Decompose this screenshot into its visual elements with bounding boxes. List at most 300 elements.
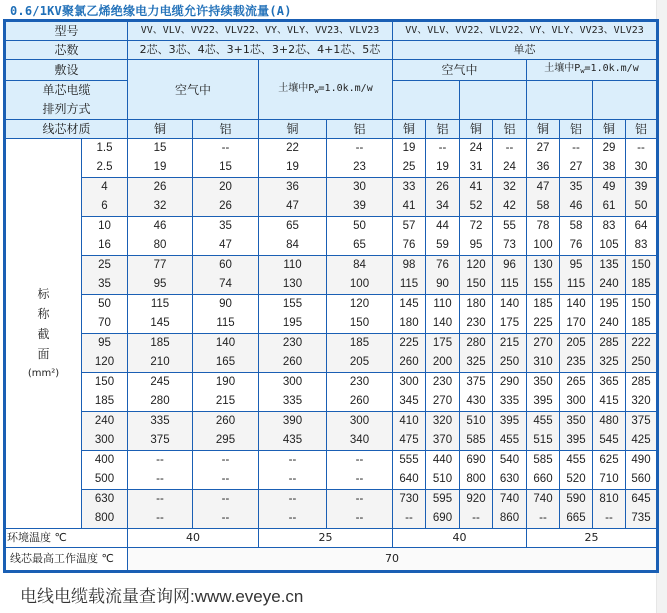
ampacity-value: 440	[432, 454, 453, 466]
ampacity-value: 490	[631, 454, 651, 466]
ampacity-cell	[393, 451, 426, 490]
ampacity-value: 52	[469, 200, 483, 212]
ampacity-value: 260	[399, 356, 419, 368]
ampacity-value: 26	[436, 181, 449, 193]
table-row	[5, 451, 658, 490]
ampacity-value: 36	[286, 181, 299, 193]
ampacity-value: --	[156, 454, 164, 466]
ampacity-value: --	[505, 142, 514, 154]
ampacity-value: 145	[399, 298, 419, 310]
cross-section-value: 800	[94, 512, 115, 524]
ampacity-value: 185	[533, 298, 553, 310]
ampacity-value: 90	[436, 278, 449, 290]
ampacity-value: 145	[150, 317, 170, 329]
ampacity-value: 105	[599, 239, 619, 251]
table-row	[5, 256, 658, 295]
ampacity-value: --	[539, 512, 547, 524]
cross-section-value: 50	[98, 298, 111, 310]
ampacity-value: 285	[631, 376, 651, 388]
soil-suffix: =1.0k.m/w	[318, 82, 373, 94]
ampacity-cell	[593, 334, 626, 373]
ampacity-value: 155	[282, 298, 303, 310]
ampacity-value: 425	[631, 434, 651, 446]
ampacity-cell	[460, 178, 493, 217]
ampacity-value: --	[405, 512, 413, 524]
table-row	[5, 373, 658, 412]
ampacity-value: 260	[349, 395, 370, 407]
ampacity-value: 46	[569, 200, 583, 212]
ampacity-value: 195	[282, 317, 303, 329]
ampacity-cell	[527, 373, 560, 412]
ampacity-value: 215	[499, 337, 520, 349]
ampacity-value: 300	[566, 395, 586, 407]
ampacity-cell	[327, 217, 393, 256]
ampacity-value: 640	[399, 473, 419, 485]
ampacity-value: 590	[566, 493, 586, 505]
ampacity-value: 46	[153, 220, 167, 232]
material-aluminum: 铝	[327, 120, 393, 139]
cross-section-cell	[82, 295, 128, 334]
ampacity-value: 96	[503, 259, 516, 271]
ampacity-value: 335	[499, 395, 520, 407]
ampacity-value: 540	[499, 454, 520, 466]
ampacity-cell	[327, 451, 393, 490]
ampacity-cell	[593, 256, 626, 295]
ampacity-cell	[493, 178, 527, 217]
ampacity-value: 39	[353, 200, 366, 212]
ampacity-cell	[259, 178, 327, 217]
ampacity-cell	[327, 256, 393, 295]
ampacity-value: 47	[536, 181, 550, 193]
table-row	[5, 334, 658, 373]
ampacity-value: 222	[631, 337, 651, 349]
ampacity-cell	[527, 139, 560, 178]
ampacity-value: --	[472, 512, 480, 524]
ampacity-value: 31	[469, 161, 483, 173]
ampacity-cell	[460, 373, 493, 412]
section-label-char: 截	[37, 326, 50, 341]
cross-section-value: 10	[98, 220, 111, 232]
ampacity-value: 30	[634, 161, 648, 173]
ampacity-cell	[626, 412, 658, 451]
ampacity-cell	[393, 412, 426, 451]
ampacity-value: 165	[215, 356, 236, 368]
ampacity-value: --	[355, 142, 364, 154]
ampacity-cell	[460, 334, 493, 373]
ampacity-value: 230	[282, 337, 303, 349]
ampacity-value: 30	[353, 181, 366, 193]
ampacity-value: 15	[153, 142, 167, 154]
ampacity-value: 100	[533, 239, 553, 251]
single-soil-header	[527, 60, 658, 81]
ampacity-value: 510	[466, 415, 486, 427]
ampacity-value: --	[221, 454, 230, 466]
ampacity-value: 65	[353, 239, 366, 251]
ampacity-value: 22	[286, 142, 299, 154]
cross-section-cell	[82, 139, 128, 178]
ampacity-value: --	[156, 473, 164, 485]
arrangement-cell	[393, 81, 460, 120]
ampacity-cell	[128, 139, 193, 178]
material-copper: 铜	[259, 120, 327, 139]
ampacity-value: 155	[533, 278, 553, 290]
arrangement-label-line1: 单芯电缆	[42, 83, 91, 97]
ampacity-value: 455	[499, 434, 520, 446]
ampacity-cell	[493, 217, 527, 256]
ampacity-value: 19	[286, 161, 299, 173]
ampacity-value: 135	[599, 259, 619, 271]
table-row	[5, 139, 658, 178]
ampacity-value: 115	[566, 278, 586, 290]
ampacity-value: 72	[469, 220, 483, 232]
ampacity-value: 180	[399, 317, 419, 329]
ampacity-value: 170	[566, 317, 586, 329]
ampacity-value: 350	[533, 376, 553, 388]
ampacity-value: 410	[399, 415, 419, 427]
ampacity-cell	[327, 373, 393, 412]
ampacity-value: 190	[215, 376, 236, 388]
cross-section-cell	[82, 334, 128, 373]
ampacity-value: 115	[500, 278, 519, 290]
ampacity-cell	[493, 412, 527, 451]
ampacity-value: --	[156, 493, 164, 505]
ampacity-cell	[460, 412, 493, 451]
table-row	[5, 490, 658, 529]
material-copper: 铜	[527, 120, 560, 139]
ampacity-value: 61	[602, 200, 616, 212]
ampacity-cell	[193, 295, 259, 334]
cross-section-value: 16	[98, 239, 111, 251]
ampacity-cell	[560, 217, 593, 256]
ampacity-value: 395	[533, 395, 553, 407]
ampacity-value: 375	[150, 434, 170, 446]
ampacity-value: 730	[399, 493, 419, 505]
ampacity-value: 58	[569, 220, 583, 232]
ampacity-cell	[393, 295, 426, 334]
ampacity-cell	[527, 412, 560, 451]
arrangement-label	[5, 81, 128, 120]
ampacity-cell	[393, 139, 426, 178]
ampacity-value: 27	[536, 142, 550, 154]
material-aluminum: 铝	[193, 120, 259, 139]
ampacity-value: 115	[399, 278, 419, 290]
ampacity-value: 25	[402, 161, 416, 173]
ampacity-value: 280	[150, 395, 170, 407]
cross-section-value: 35	[98, 278, 111, 290]
ampacity-value: 74	[219, 278, 232, 290]
ampacity-cell	[626, 334, 658, 373]
cross-section-cell	[82, 373, 128, 412]
ampacity-data-body	[5, 139, 658, 529]
ampacity-value: 300	[282, 376, 303, 388]
ampacity-value: 210	[150, 356, 170, 368]
ampacity-value: 36	[536, 161, 550, 173]
ampacity-value: 140	[215, 337, 236, 349]
ampacity-value: 140	[566, 298, 586, 310]
ampacity-cell	[560, 256, 593, 295]
ampacity-value: 395	[499, 415, 520, 427]
ampacity-cell	[259, 451, 327, 490]
table-row	[5, 295, 658, 334]
ampacity-cell	[327, 490, 393, 529]
ampacity-value: 430	[466, 395, 486, 407]
ambient-temp-value: 25	[259, 529, 393, 548]
ampacity-value: 65	[286, 220, 299, 232]
ampacity-cell	[426, 412, 460, 451]
cross-section-cell	[82, 451, 128, 490]
ampacity-value: 35	[219, 220, 232, 232]
ampacity-cell	[128, 334, 193, 373]
ampacity-value: 35	[569, 181, 583, 193]
ampacity-value: 55	[503, 220, 516, 232]
ampacity-value: 19	[153, 161, 167, 173]
ampacity-cell	[560, 334, 593, 373]
cross-section-value: 185	[94, 395, 115, 407]
cores-multi: 2芯、3芯、4芯、3+1芯、3+2芯、4+1芯、5芯	[128, 41, 393, 60]
material-aluminum: 铝	[626, 120, 658, 139]
ampacity-value: 250	[499, 356, 520, 368]
ampacity-cell	[327, 139, 393, 178]
ampacity-cell	[593, 490, 626, 529]
ampacity-value: 545	[599, 434, 619, 446]
cores-single: 单芯	[393, 41, 658, 60]
ampacity-cell	[527, 256, 560, 295]
ampacity-value: 585	[533, 454, 553, 466]
ampacity-cell	[128, 412, 193, 451]
ampacity-cell	[460, 490, 493, 529]
material-copper: 铜	[128, 120, 193, 139]
ampacity-value: 60	[219, 259, 232, 271]
ampacity-value: 19	[436, 161, 449, 173]
ampacity-value: 76	[436, 259, 449, 271]
ampacity-value: 39	[634, 181, 648, 193]
ampacity-value: 27	[569, 161, 583, 173]
ampacity-value: 310	[533, 356, 553, 368]
ampacity-value: --	[221, 493, 230, 505]
ampacity-value: 42	[503, 200, 516, 212]
ampacity-value: 340	[349, 434, 370, 446]
ampacity-cell	[527, 334, 560, 373]
ampacity-value: 150	[631, 298, 651, 310]
ampacity-cell	[593, 295, 626, 334]
ampacity-value: 215	[215, 395, 236, 407]
material-aluminum: 铝	[560, 120, 593, 139]
ampacity-cell	[128, 295, 193, 334]
ampacity-cell	[193, 178, 259, 217]
material-aluminum: 铝	[493, 120, 527, 139]
ampacity-value: 245	[150, 376, 170, 388]
ampacity-cell	[426, 295, 460, 334]
ampacity-value: 630	[499, 473, 520, 485]
ampacity-value: 80	[153, 239, 167, 251]
ampacity-value: 83	[602, 220, 616, 232]
material-aluminum: 铝	[426, 120, 460, 139]
ampacity-cell	[327, 178, 393, 217]
ampacity-value: --	[355, 473, 364, 485]
ampacity-value: 595	[432, 493, 453, 505]
cross-section-value: 2.5	[96, 161, 113, 173]
ampacity-value: --	[605, 512, 613, 524]
ampacity-cell	[259, 295, 327, 334]
ampacity-value: 84	[353, 259, 366, 271]
ampacity-value: 32	[153, 200, 167, 212]
ampacity-cell	[128, 451, 193, 490]
ampacity-value: 665	[566, 512, 586, 524]
cross-section-value: 240	[94, 415, 115, 427]
soil-subscript: w	[580, 67, 585, 75]
ampacity-value: 130	[533, 259, 553, 271]
model-label: 型号	[5, 21, 128, 41]
ampacity-cell	[327, 334, 393, 373]
site-caption: 电线电缆载流量查询网:www.eveye.cn	[20, 587, 304, 606]
ampacity-value: 140	[499, 298, 520, 310]
ampacity-cell	[560, 295, 593, 334]
ampacity-value: 185	[631, 278, 651, 290]
section-unit: (mm²)	[27, 367, 60, 379]
ampacity-value: 555	[399, 454, 419, 466]
ampacity-cell	[493, 373, 527, 412]
cross-section-cell	[82, 217, 128, 256]
ampacity-value: 300	[349, 415, 370, 427]
ampacity-cell	[393, 217, 426, 256]
model-multi-core: VV、VLV、VV22、VLV22、VY、VLY、VV23、VLV23	[128, 21, 393, 41]
ampacity-value: 810	[599, 493, 619, 505]
ampacity-value: 33	[402, 181, 416, 193]
ampacity-cell	[393, 373, 426, 412]
arrangement-cell	[527, 81, 593, 120]
ampacity-value: 98	[402, 259, 416, 271]
table-row	[5, 412, 658, 451]
ampacity-value: --	[156, 512, 164, 524]
ampacity-value: 205	[349, 356, 370, 368]
ampacity-value: 345	[399, 395, 419, 407]
ampacity-cell	[560, 490, 593, 529]
ampacity-value: 435	[282, 434, 303, 446]
cross-section-cell	[82, 256, 128, 295]
ampacity-cell	[626, 373, 658, 412]
ampacity-cell	[426, 139, 460, 178]
ampacity-cell	[493, 334, 527, 373]
ampacity-value: 690	[432, 512, 453, 524]
ampacity-value: --	[288, 493, 297, 505]
ampacity-cell	[626, 295, 658, 334]
ampacity-value: 455	[566, 454, 586, 466]
ampacity-value: 325	[599, 356, 619, 368]
ampacity-value: 335	[150, 415, 170, 427]
ampacity-value: 185	[150, 337, 170, 349]
ampacity-value: 195	[599, 298, 619, 310]
ampacity-value: 41	[402, 200, 416, 212]
ampacity-cell	[626, 139, 658, 178]
ampacity-cell	[426, 373, 460, 412]
cross-section-value: 95	[98, 337, 111, 349]
multi-air-header: 空气中	[128, 60, 259, 120]
ampacity-cell	[259, 256, 327, 295]
ampacity-value: 120	[466, 259, 486, 271]
ampacity-value: 24	[503, 161, 516, 173]
ampacity-value: 395	[566, 434, 586, 446]
section-label-char: 标	[37, 286, 50, 301]
material-copper: 铜	[460, 120, 493, 139]
ampacity-cell	[426, 217, 460, 256]
cross-section-value: 6	[101, 200, 108, 212]
ampacity-value: 47	[286, 200, 299, 212]
ampacity-value: 44	[436, 220, 449, 232]
cross-section-value: 120	[94, 356, 115, 368]
ampacity-value: 280	[466, 337, 486, 349]
ampacity-value: 24	[469, 142, 483, 154]
ampacity-value: 19	[402, 142, 416, 154]
nominal-section-label	[5, 139, 82, 529]
ampacity-value: 660	[533, 473, 553, 485]
ampacity-value: 100	[349, 278, 370, 290]
ampacity-cell	[560, 178, 593, 217]
ampacity-value: 320	[432, 415, 453, 427]
ampacity-cell	[626, 217, 658, 256]
ampacity-value: 260	[282, 356, 303, 368]
ampacity-value: 860	[499, 512, 520, 524]
ampacity-cell	[393, 334, 426, 373]
ampacity-value: 365	[599, 376, 619, 388]
ampacity-value: 26	[153, 181, 167, 193]
ampacity-cell	[493, 451, 527, 490]
page-title: 0.6/1KV聚氯乙烯绝缘电力电缆允许持续载流量(A)	[10, 4, 292, 18]
cross-section-cell	[82, 412, 128, 451]
ampacity-value: 38	[602, 161, 616, 173]
ampacity-value: 64	[634, 220, 648, 232]
ampacity-value: 285	[599, 337, 619, 349]
ampacity-value: 95	[469, 239, 483, 251]
cross-section-cell	[82, 490, 128, 529]
ampacity-value: 325	[466, 356, 486, 368]
ampacity-value: 23	[353, 161, 366, 173]
ampacity-value: 265	[566, 376, 586, 388]
ampacity-value: 350	[566, 415, 586, 427]
ampacity-value: 735	[631, 512, 651, 524]
ampacity-value: 295	[215, 434, 236, 446]
ampacity-value: 475	[399, 434, 419, 446]
ampacity-value: 77	[153, 259, 167, 271]
ampacity-value: 225	[399, 337, 419, 349]
ampacity-value: 57	[402, 220, 416, 232]
ampacity-cell	[626, 451, 658, 490]
ampacity-cell	[527, 178, 560, 217]
ampacity-value: --	[355, 512, 364, 524]
soil-suffix: =1.0k.m/w	[584, 63, 639, 74]
ampacity-cell	[493, 256, 527, 295]
ampacity-value: 250	[631, 356, 651, 368]
ampacity-value: 20	[219, 181, 232, 193]
ampacity-cell	[193, 256, 259, 295]
ampacity-value: 520	[566, 473, 586, 485]
ampacity-value: 300	[399, 376, 419, 388]
max-temp-label: 线芯最高工作温度 ℃	[5, 548, 128, 572]
cross-section-value: 4	[101, 181, 108, 193]
ampacity-value: 47	[219, 239, 232, 251]
section-label-char: 称	[37, 306, 50, 321]
ampacity-value: 115	[216, 317, 235, 329]
ampacity-cell	[593, 412, 626, 451]
ampacity-cell	[259, 217, 327, 256]
ampacity-cell	[426, 256, 460, 295]
soil-prefix: 土壤中P	[278, 82, 315, 94]
ampacity-value: 175	[499, 317, 520, 329]
ampacity-value: 375	[466, 376, 486, 388]
arrangement-label-line2: 排列方式	[42, 102, 91, 116]
ampacity-cell	[527, 295, 560, 334]
arrangement-cell	[593, 81, 658, 120]
ambient-temp-value: 40	[393, 529, 527, 548]
